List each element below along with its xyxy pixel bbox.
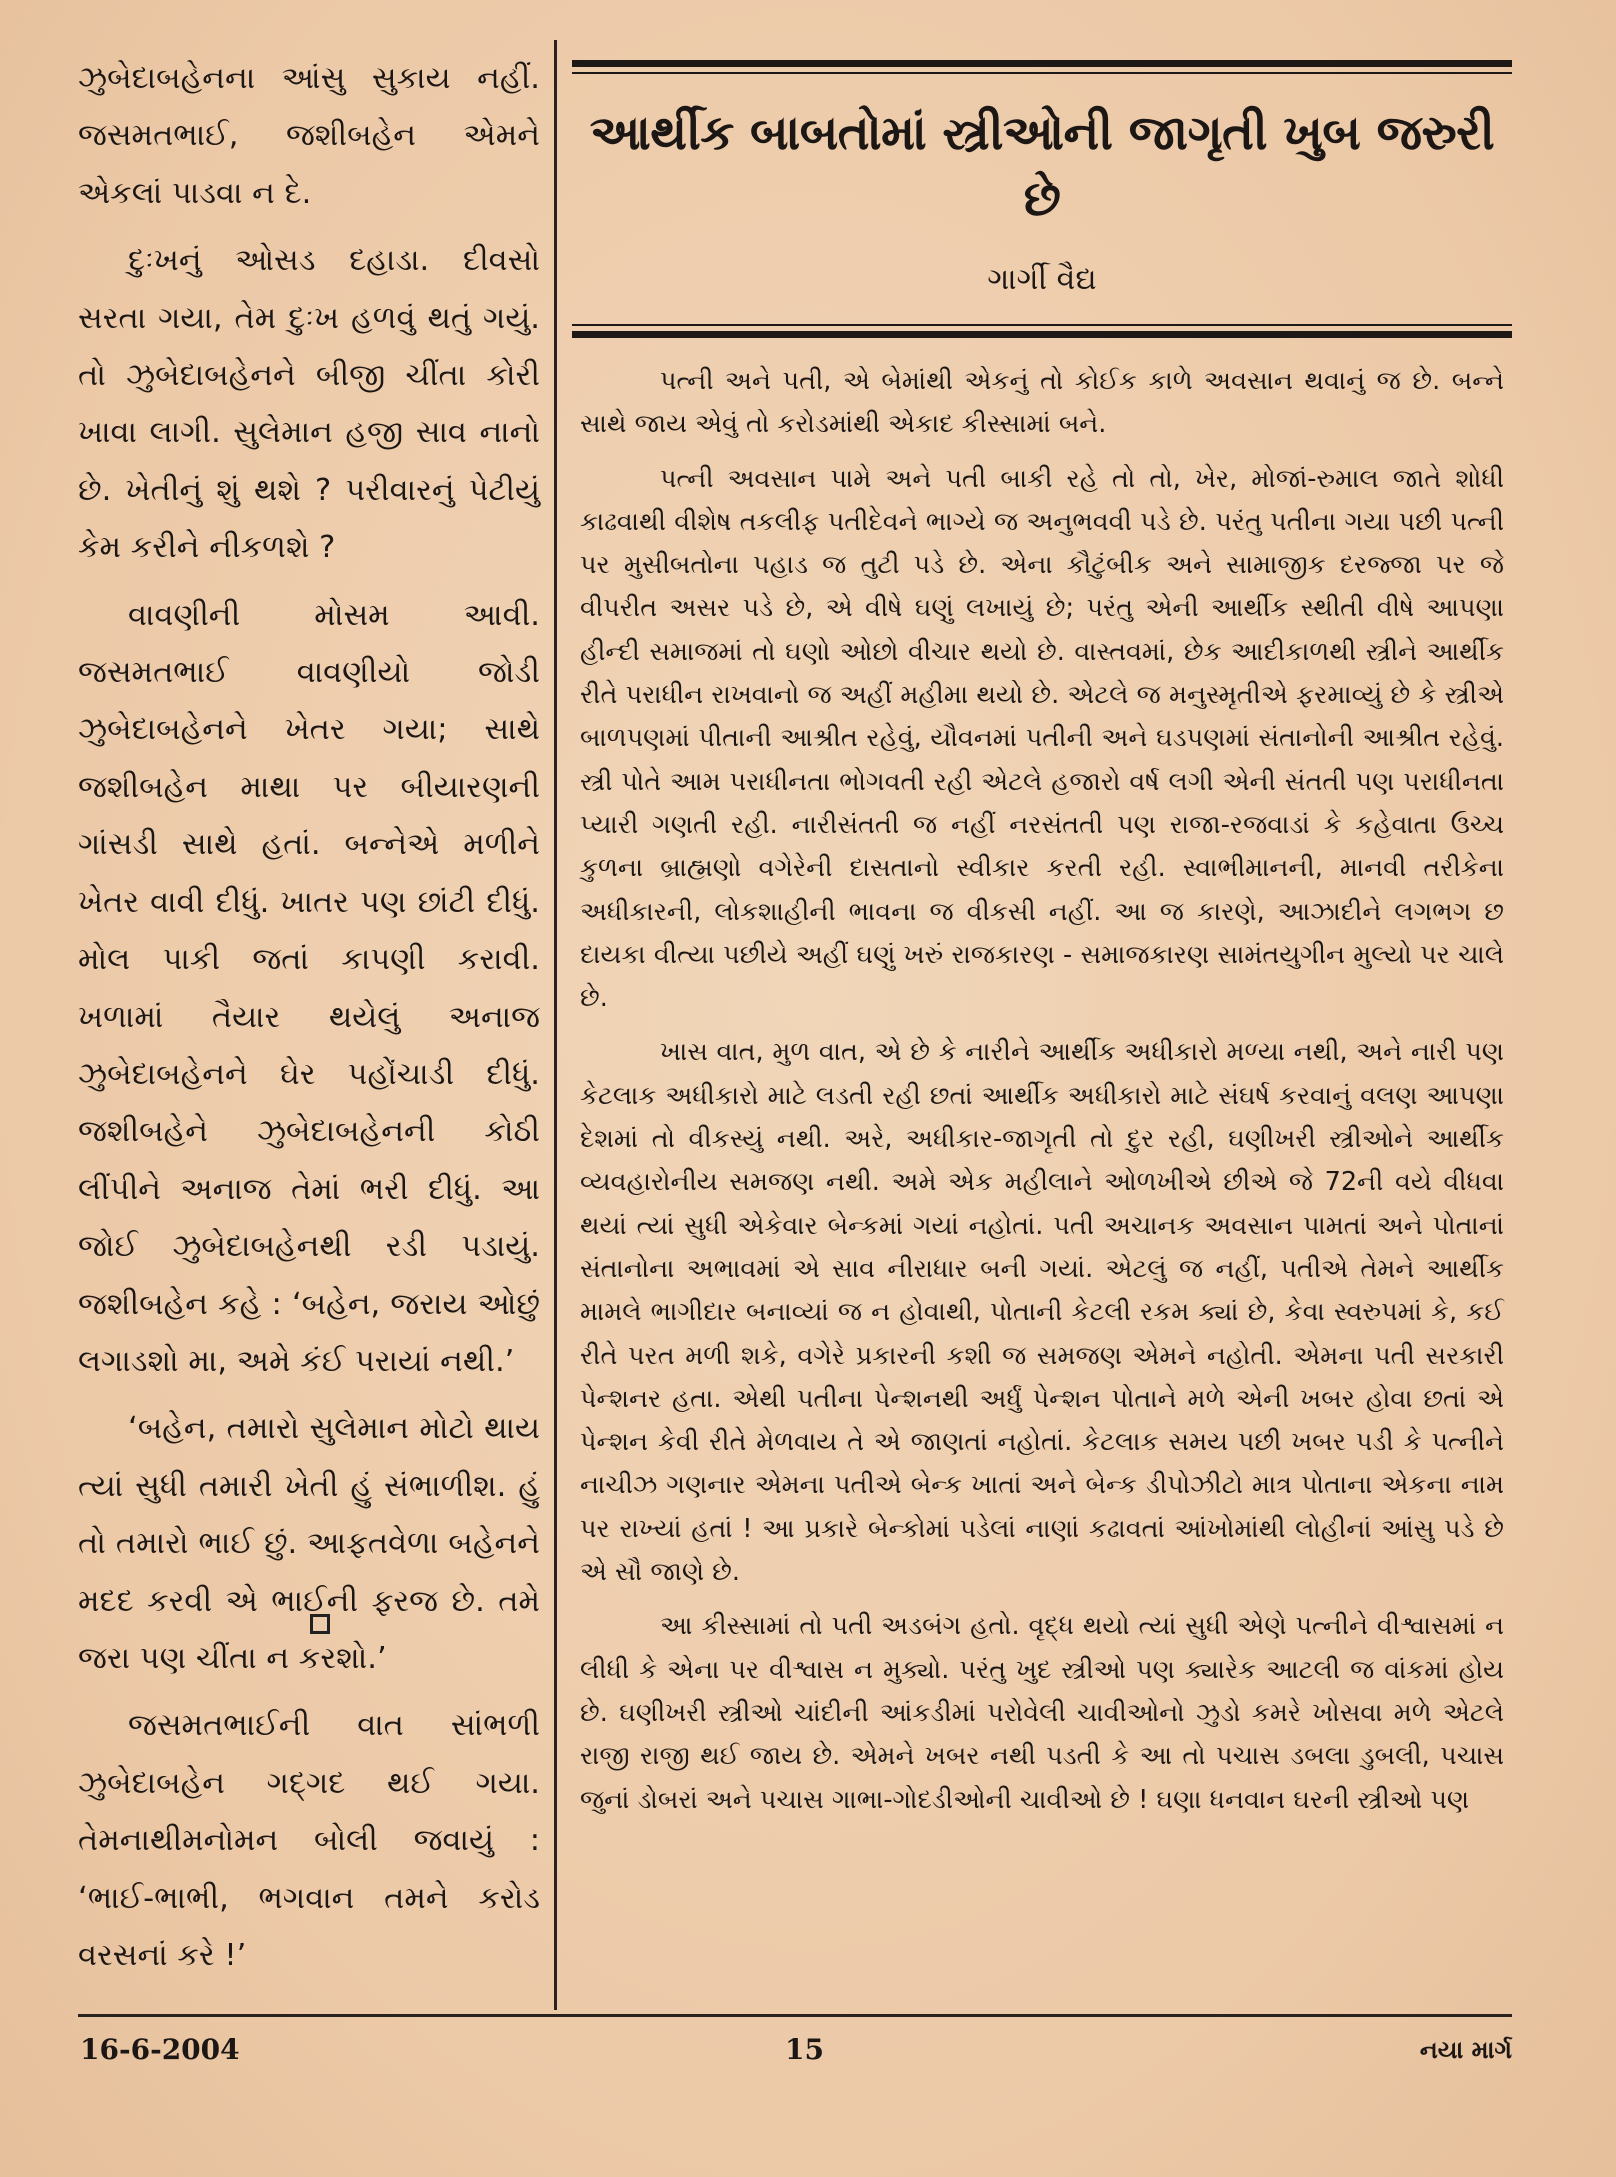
footer-magazine-name: નયા માર્ગ [1419, 2036, 1512, 2064]
article-body [572, 360, 1512, 1822]
title-rule-bottom-thick [572, 331, 1512, 338]
footer-page-number: 15 [785, 2033, 824, 2066]
left-paragraph-5: જસમતભાઈની વાત સાંભળી ઝુબેદાબહેન ગદ્ગદ થઈ ગયા. તેમનાથીમનોમન બોલી જવાયું : ‘ભાઈ-ભાભી, ભગવાન તમને કરોડ વરસનાં કરે !’ [78, 1708, 540, 1973]
left-paragraph-3: વાવણીની મોસમ આવી. જસમતભાઈ વાવણીયો જોડી ઝુબેદાબહેનને ખેતર ગયા; સાથે જશીબહેન માથા પર બીયારણની ગાંસડી સાથે હતાં. બન્નેએ મળીને ખેતર વાવી દીધું. ખાતર પણ છાંટી દીધું. મોલ પાકી જતાં કાપણી કરાવી. ખળામાં તૈયાર થયેલું અનાજ ઝુબેદાબહેનને ઘેર પહોંચાડી દીધું. જશીબહેને ઝુબેદાબહેનની કોઠી લીંપીને અનાજ તેમાં ભરી દીધું. આ જોઈ ઝુબેદાબહેનથી રડી પડાયું. જશીબહેન કહે : ‘બહેન, જરાય ઓછું લગાડશો મા, અમે કંઈ પરાયાં નથી.’ [78, 597, 540, 1379]
left-paragraph-4: ‘બહેન, તમારો સુલેમાન મોટો થાય ત્યાં સુધી તમારી ખેતી હું સંભાળીશ. હું તો તમારો ભાઈ છું. આફતવેળા બહેનને મદદ કરવી એ ભાઈની ફરજ છે. તમે જરા પણ ચીંતા ન કરશો.’ [78, 1411, 540, 1676]
title-rule-bottom-thin [572, 324, 1512, 326]
article-paragraph-4: આ કીસ્સામાં તો પતી અડબંગ હતો. વૃદ્ધ થયો ત્યાં સુધી એણે પત્નીને વીશ્વાસમાં ન લીધી કે એના પર વીશ્વાસ ન મુક્યો. પરંતુ ખુદ સ્ત્રીઓ પણ ક્યારેક આટલી જ વાંકમાં હોય છે. ઘણીખરી સ્ત્રીઓ ચાંદીની આંકડીમાં પરોવેલી ચાવીઓનો ઝુડો કમરે ખોસવા મળે એટલે રાજી રાજી થઈ જાય છે. એમને ખબર નથી પડતી કે આ તો પચાસ ડબલા ડુબલી, પચાસ જુનાં ડોબરાં અને પચાસ ગાભા-ગોદડીઓની ચાવીઓ છે ! ઘણા ધનવાન ઘરની સ્ત્રીઓ પણ [580, 1611, 1504, 1815]
footer-date: 16-6-2004 [80, 2033, 240, 2066]
left-paragraph-2: દુઃખનું ઓસડ દહાડા. દીવસો સરતા ગયા, તેમ દુઃખ હળવું થતું ગયું. તો ઝુબેદાબહેનને બીજી ચીંતા કોરી ખાવા લાગી. સુલેમાન હજી સાવ નાનો છે. ખેતીનું શું થશે ? પરીવારનું પેટીયું કેમ કરીને નીકળશે ? [78, 243, 540, 566]
title-rule-bottom [572, 324, 1512, 338]
title-rule-top-thin [572, 72, 1512, 74]
article-author: ગાર્ગી વૈદ્ય [987, 262, 1097, 297]
end-of-story-box-icon [310, 1614, 330, 1634]
column-divider [554, 40, 557, 2010]
article-column [572, 60, 1512, 1822]
article-paragraph-1: પત્ની અને પતી, એ બેમાંથી એકનું તો કોઈક કાળે અવસાન થવાનું જ છે. બન્ને સાથે જાય એવું તો કરોડમાંથી એકાદ કીસ્સામાં બને. [580, 366, 1504, 440]
footer-rule [78, 2014, 1512, 2017]
article-title: આર્થીક બાબતોમાં સ્ત્રીઓની જાગૃતી ખુબ જરુરી છે [589, 105, 1495, 227]
title-rule-top-thick [572, 60, 1512, 67]
article-paragraph-2: પત્ની અવસાન પામે અને પતી બાકી રહે તો તો, ખેર, મોજાં-રુમાલ જાતે શોધી કાઢવાથી વીશેષ તકલીફ પતીદેવને ભાગ્યે જ અનુભવવી પડે છે. પરંતુ પતીના ગયા પછી પત્ની પર મુસીબતોના પહાડ જ તુટી પડે છે. એના કૌટુંબીક અને સામાજીક દરજ્જા પર જે વીપરીત અસર પડે છે, એ વીષે ઘણું લખાયું છે; પરંતુ એની આર્થીક સ્થીતી વીષે આપણા હીન્દી સમાજમાં તો ઘણો ઓછો વીચાર થયો છે. વાસ્તવમાં, છેક આદીકાળથી સ્ત્રીને આર્થીક રીતે પરાધીન રાખવાનો જ અહીં મહીમા થયો છે. એટલે જ મનુસ્મૃતીએ ફરમાવ્યું છે કે સ્ત્રીએ બાળપણમાં પીતાની આશ્રીત રહેવું, યૌવનમાં પતીની અને ઘડપણમાં સંતાનોની આશ્રીત રહેવું. સ્ત્રી પોતે આમ પરાધીનતા ભોગવતી રહી એટલે હજારો વર્ષ લગી એની સંતતી પણ પરાધીનતા પ્યારી ગણતી રહી. નારીસંતતી જ નહીં નરસંતતી પણ રાજા-રજવાડાં કે કહેવાતા ઉચ્ચ કુળના બ્રાહ્મણો વગેરેની દાસતાનો સ્વીકાર કરતી રહી. સ્વાભીમાનની, માનવી તરીકેના અધીકારની, લોકશાહીની ભાવના જ વીકસી નહીં. આ જ કારણે, આઝાદીને લગભગ છ દાયકા વીત્યા પછીયે અહીં ઘણું ખરું રાજકારણ - સમાજકારણ સામંતયુગીન મુલ્યો પર ચાલે છે. [580, 463, 1504, 1014]
article-paragraph-3: ખાસ વાત, મુળ વાત, એ છે કે નારીને આર્થીક અધીકારો મળ્યા નથી, અને નારી પણ કેટલાક અધીકારો માટે લડતી રહી છતાં આર્થીક અધીકારો માટે સંઘર્ષ કરવાનું વલણ આપણા દેશમાં તો વીકસ્યું નથી. અરે, અધીકાર-જાગૃતી તો દુર રહી, ઘણીખરી સ્ત્રીઓને આર્થીક વ્યવહારોનીય સમજણ નથી. અમે એક મહીલાને ઓળખીએ છીએ જે 72ની વયે વીધવા થયાં ત્યાં સુધી એકેવાર બેન્કમાં ગયાં નહોતાં. પતી અચાનક અવસાન પામતાં અને પોતાનાં સંતાનોના અભાવમાં એ સાવ નીરાધાર બની ગયાં. એટલું જ નહીં, પતીએ તેમને આર્થીક મામલે ભાગીદાર બનાવ્યાં જ ન હોવાથી, પોતાની કેટલી રકમ ક્યાં છે, કેવા સ્વરુપમાં કે, કઈ રીતે પરત મળી શકે, વગેરે પ્રકારની કશી જ સમજણ એમને નહોતી. એમના પતી સરકારી પેન્શનર હતા. એથી પતીના પેન્શનથી અર્ધું પેન્શન પોતાને મળે એની ખબર હોવા છતાં એ પેન્શન કેવી રીતે મેળવાય તે એ જાણતાં નહોતાં. કેટલાક સમય પછી ખબર પડી કે પત્નીને નાચીઝ ગણનાર એમના પતીએ બેન્ક ખાતાં અને બેન્ક ડીપોઝીટો માત્ર પોતાના એકના નામ પર રાખ્યાં હતાં ! આ પ્રકારે બેન્કોમાં પડેલાં નાણાં કઢાવતાં આંખોમાંથી લોહીનાં આંસુ પડે છે એ સૌ જાણે છે. [580, 1037, 1504, 1588]
left-paragraph-1: ઝુબેદાબહેનના આંસુ સુકાય નહીં. જસમતભાઈ, જશીબહેન એમને એકલાં પાડવા ન દે. [78, 61, 540, 211]
left-column [78, 50, 540, 2010]
